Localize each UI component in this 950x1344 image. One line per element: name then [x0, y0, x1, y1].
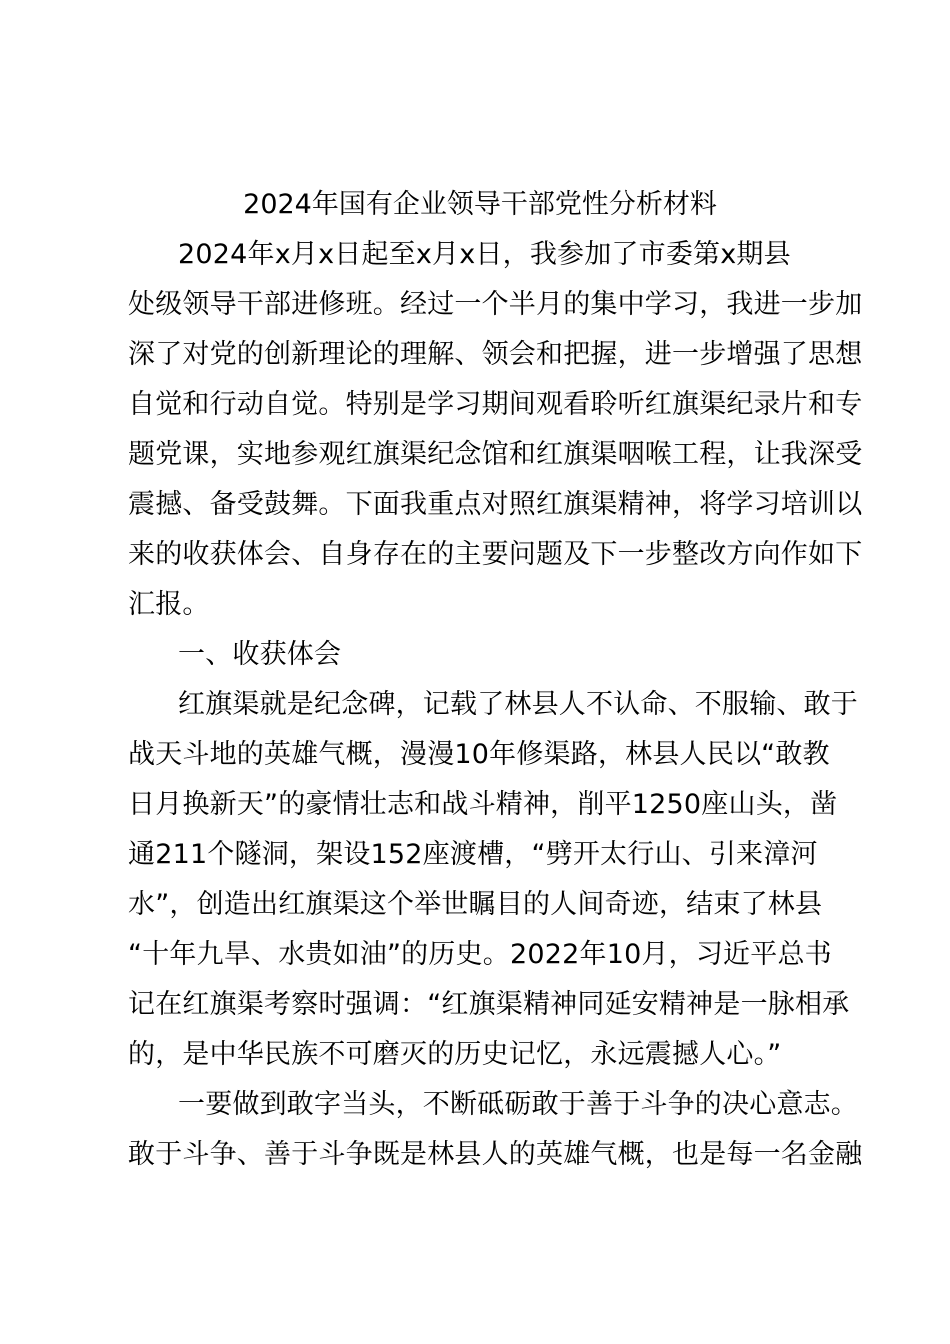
document-title: 2024年国有企业领导干部党性分析材料: [243, 189, 717, 220]
paragraph-line: 战天斗地的英雄气概，漫漫10年修渠路，林县人民以“敢教: [128, 739, 830, 770]
paragraph-line: 敢于斗争、善于斗争既是林县人的英雄气概，也是每一名金融: [128, 1139, 863, 1170]
paragraph-line: 的，是中华民族不可磨灭的历史记忆，永远震撼人心。”: [128, 1039, 782, 1070]
paragraph-line: 日月换新天”的豪情壮志和战斗精神，削平1250座山头，凿: [128, 789, 838, 820]
paragraph-line: 2024年x月x日起至x月x日，我参加了市委第x期县: [178, 239, 791, 270]
paragraph-line: 汇报。: [128, 589, 210, 620]
paragraph-line: “十年九旱、水贵如油”的历史。2022年10月，习近平总书: [128, 939, 832, 970]
paragraph-line: 题党课，实地参观红旗渠纪念馆和红旗渠咽喉工程，让我深受: [128, 439, 863, 470]
paragraph-line: 红旗渠就是纪念碑，记载了林县人不认命、不服输、敢于: [178, 689, 858, 720]
paragraph-line: 深了对党的创新理论的理解、领会和把握，进一步增强了思想: [128, 339, 863, 370]
section-heading: 一、收获体会: [178, 639, 342, 670]
paragraph-line: 通211个隧洞，架设152座渡槽，“劈开太行山、引来漳河: [128, 839, 818, 870]
paragraph-line: 处级领导干部进修班。经过一个半月的集中学习，我进一步加: [128, 289, 863, 320]
paragraph-line: 一要做到敢字当头，不断砥砺敢于善于斗争的决心意志。: [178, 1089, 858, 1120]
paragraph-line: 来的收获体会、自身存在的主要问题及下一步整改方向作如下: [128, 539, 863, 570]
paragraph-line: 震撼、备受鼓舞。下面我重点对照红旗渠精神，将学习培训以: [128, 489, 863, 520]
paragraph-line: 自觉和行动自觉。特别是学习期间观看聆听红旗渠纪录片和专: [128, 389, 863, 420]
paragraph-line: 记在红旗渠考察时强调：“红旗渠精神同延安精神是一脉相承: [128, 989, 850, 1020]
paragraph-line: 水”，创造出红旗渠这个举世瞩目的人间奇迹，结束了林县: [128, 889, 823, 920]
